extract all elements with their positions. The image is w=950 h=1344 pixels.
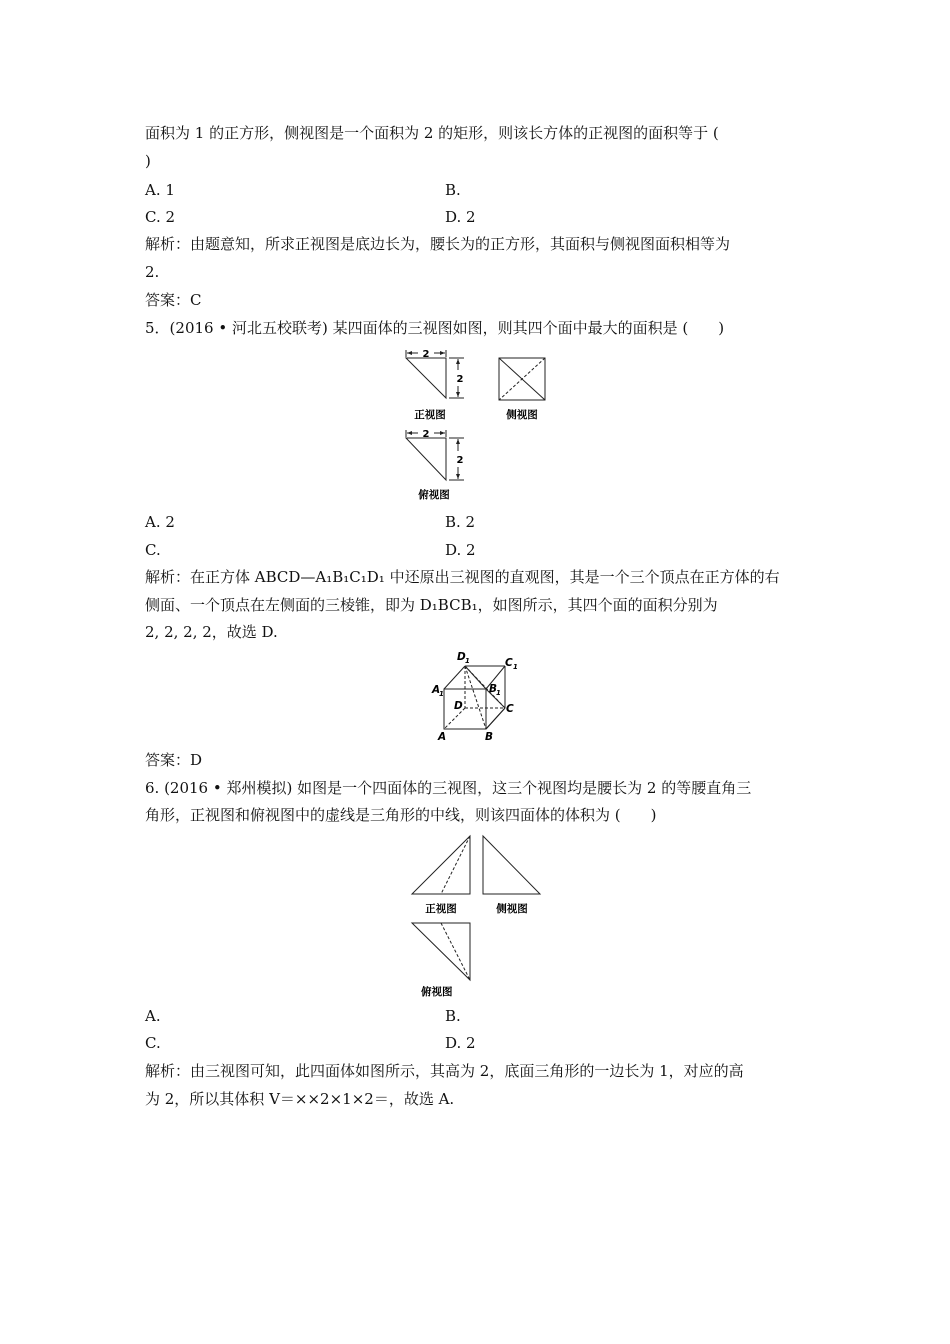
q4-solution-line2: 2. [145, 263, 160, 281]
q6-side-view-caption: 侧视图 [496, 903, 528, 915]
q5-answer: 答案：D [145, 751, 203, 769]
q4-stem-line1: 面积为 1 的正方形，侧视图是一个面积为 2 的矩形，则该长方体的正视图的面积等于 ( [145, 124, 719, 142]
q6-option-a: A. [145, 1007, 161, 1025]
cube-label-a: A [438, 731, 447, 742]
q5-top-width-label: 2 [422, 429, 430, 440]
q5-three-view-figure [398, 340, 558, 505]
q6-solution-line2: 为 2，所以其体积 V＝××2×1×2＝，故选 A. [145, 1090, 455, 1108]
q5-side-view-caption: 侧视图 [506, 409, 538, 421]
cube-label-b1: B [489, 683, 498, 695]
q4-option-a: A. 1 [145, 181, 175, 199]
q4-solution-line1: 解析：由题意知，所求正视图是底边长为，腰长为的正方形，其面积与侧视图面积相等为 [145, 235, 731, 253]
q5-top-view-caption: 俯视图 [418, 489, 450, 501]
q6-stem-line2: 角形，正视图和俯视图中的虚线是三角形的中线，则该四面体的体积为 ( ) [145, 806, 657, 824]
q6-solution-line1: 解析：由三视图可知，此四面体如图所示，其高为 2，底面三角形的一边长为 1，对应的高 [145, 1062, 744, 1080]
q5-solution-line2: 侧面、一个顶点在左侧面的三棱锥，即为 D₁BCB₁，如图所示，其四个面的面积分别为 [145, 596, 718, 614]
q6-front-view-caption: 正视图 [425, 903, 457, 915]
q5-top-height-label: 2 [456, 455, 464, 466]
q4-option-d: D. 2 [445, 208, 476, 226]
q6-side-view [483, 836, 540, 894]
q4-answer: 答案：C [145, 291, 202, 309]
cube-label-c: C [506, 703, 514, 715]
q6-three-view-figure [405, 828, 547, 1000]
cube-label-b1-sub: 1 [496, 689, 501, 697]
q5-solution-line1: 解析：在正方体 ABCD—A₁B₁C₁D₁ 中还原出三视图的直观图，其是一个三个顶点在正方体的右 [145, 568, 780, 586]
q5-top-view [406, 430, 464, 480]
cube-label-c1: C [505, 657, 513, 669]
cube-label-c1-sub: 1 [513, 663, 518, 671]
q5-front-view-caption: 正视图 [414, 409, 446, 421]
cube-label-a1: A [432, 684, 441, 696]
q5-option-a: A. 2 [145, 513, 175, 531]
cube-label-d: D [454, 700, 463, 712]
cube-label-d1-sub: 1 [465, 657, 470, 665]
q6-top-view [412, 923, 470, 980]
q5-cube-figure [425, 646, 525, 742]
q6-top-view-caption: 俯视图 [421, 986, 453, 998]
q6-front-view [412, 836, 470, 894]
q6-option-b: B. [445, 1007, 461, 1025]
q5-option-c: C. [145, 541, 161, 559]
q5-side-view [499, 358, 545, 400]
q5-stem: 5．(2016 • 河北五校联考) 某四面体的三视图如图，则其四个面中最大的面积是 ( ) [145, 319, 725, 337]
cube-label-a1-sub: 1 [439, 690, 444, 698]
q4-option-c: C. 2 [145, 208, 176, 226]
q5-front-width-label: 2 [422, 349, 430, 360]
q4-stem-line2: ) [145, 152, 151, 170]
cube-label-b: B [485, 731, 494, 742]
q6-option-c: C. [145, 1034, 161, 1052]
q5-front-view [406, 350, 464, 398]
q5-front-height-label: 2 [456, 374, 464, 385]
q4-option-b: B. [445, 181, 461, 199]
q5-solution-line3: 2, 2, 2, 2，故选 D. [145, 623, 278, 641]
q6-stem-line1: 6. (2016 • 郑州模拟) 如图是一个四面体的三视图，这三个视图均是腰长为 2 的等腰直角三 [145, 779, 752, 797]
q5-option-b: B. 2 [445, 513, 476, 531]
cube-label-d1: D [457, 651, 466, 663]
q6-option-d: D. 2 [445, 1034, 476, 1052]
q5-option-d: D. 2 [445, 541, 476, 559]
